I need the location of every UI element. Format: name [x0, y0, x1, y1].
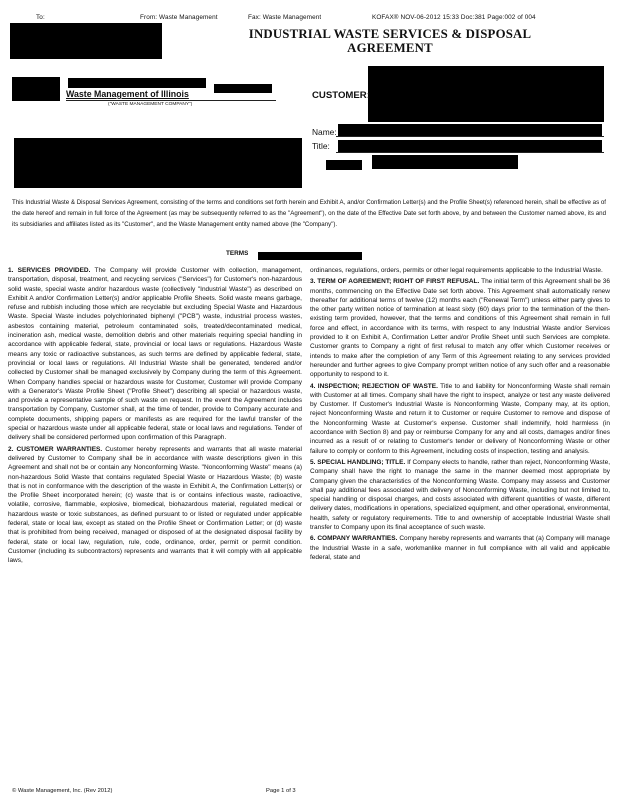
- section-5-special-handling: 5. SPECIAL HANDLING; TITLE. If Company elects to handle, rather than reject, Nonconforming Waste, Company shall have the right to manage the same in the manner deemed most appropriate by Company given the characteristics of the Nonconforming Waste. Company may assess and Customer shall pay additional fees associated with delivery of Nonconforming Waste, including but not limited to, special handling or disposal charges, and costs associated with different quantities of waste, different delivery dates, modifications in operations, specialized equipment, and other operational, environmental, health, safety or regulatory requirements. Title to and ownership of acceptable Industrial Waste shall transfer to Company upon its final acceptance of such waste.: [310, 458, 610, 532]
- intro-paragraph: This Industrial Waste & Disposal Services Agreement, consisting of the terms and conditions set forth herein and Exhibit A, and/or Confirmation Letter(s) and the Profile Sheet(s) referenced herein, shall be effective as of the date hereof and remain in full force of the Agreement (as may be subsequently referred to as the "Agreement"), on the date of the Effective Date set forth above, by and between the Customer named above, its and its subsidiaries and affiliates listed as its "Customer", and the Waste Management entity named above (the "Company").: [12, 199, 606, 228]
- company-subline: ("WASTE MANAGEMENT COMPANY"): [108, 102, 193, 107]
- redaction-block: [258, 252, 362, 260]
- section-2-continued: ordinances, regulations, orders, permits or other legal requirements applicable to the Industrial Waste.: [310, 267, 603, 274]
- footer-page-number: Page 1 of 3: [266, 788, 296, 794]
- document-title-line1: INDUSTRIAL WASTE SERVICES & DISPOSAL: [248, 27, 532, 41]
- redaction-block: [68, 78, 206, 88]
- redaction-block: [372, 155, 518, 169]
- section-1-services-provided: 1. SERVICES PROVIDED. The Company will provide Customer with collection, management, transportation, disposal, treatment, and recycling services ("Services") for Customer's non-hazardous solid waste, special waste and/or hazardous waste (collectively "Industrial Waste") as described on Exhibit A and/or Confirmation Letter(s) and/or applicable Profile Sheets. Solid waste means garbage, refuse and rubbish including those which are recyclable but excluding Special Waste and Hazardous Waste. Special Waste includes polychlorinated biphenyl ("PCB") waste, industrial process wastes, asbestos containing material, petroleum contaminated soils, treated/decontaminated medical, incineration ash, medical waste, demolition debris and other materials requiring special handling in accordance with applicable federal, state, provincial or local laws or regulations. Hazardous Waste means any toxic or radioactive substances, as such terms are defined by applicable federal, state, provincial or local laws or regulations. All Industrial Waste shall be generated, tendered and/or collected by Customer shall be managed exclusively by Company during the term of this Agreement. When Company handles special or hazardous waste for Customer, Customer will provide Company with a Generator's Waste Profile Sheet ("Profile Sheet") describing all special or hazardous waste, and provide a representative sample of such waste on request. In the event the Agreement includes transportation by Company, Customer shall, at the time of tender, provide to Company accurate and complete documents, shipping papers or manifests as are required for the lawful transfer of the special or hazardous waste under all applicable federal, state or local laws and regulations. Tender of delivery shall be considered performed upon confirmation of this Paragraph.: [8, 267, 302, 442]
- redaction-block: [326, 160, 362, 170]
- fax-number: Fax: Waste Management: [248, 14, 322, 21]
- fax-stamp: KOFAX® NOV-06-2012 15:33 Doc:381 Page:002 of 004: [372, 14, 536, 21]
- footer-copyright: © Waste Management, Inc. (Rev 2012): [12, 788, 113, 794]
- redaction-block: [338, 140, 602, 152]
- title-label: Title:: [312, 141, 330, 151]
- left-column: [8, 266, 302, 568]
- section-6-company-warranties: 6. COMPANY WARRANTIES. Company hereby represents and warrants that (a) Company will manage the Industrial Waste in a safe, workmanlike manner in full compliance with all valid and applicable federal, state and: [310, 535, 610, 561]
- fax-to: To:: [36, 14, 45, 21]
- customer-label: CUSTOMER:: [312, 90, 370, 101]
- title-field-line: [336, 152, 604, 153]
- section-2-customer-warranties: 2. CUSTOMER WARRANTIES. Customer hereby represents and warrants that all waste material delivered by Customer to Company shall be in accordance with waste descriptions given in this Agreement and shall not be or contain any Nonconforming Waste. "Nonconforming Waste" means (a) non-hazardous Solid Waste that contains regulated Special Waste or Hazardous Waste; (b) waste that is not in conformance with the description of the waste in Exhibit A, the Confirmation Letter(s) or the Profile Sheet incorporated herein; (c) waste that is or contains infectious waste, radioactive, volatile, corrosive, flammable, explosive, biomedical, biohazardous material, regulated medical or hazardous waste or toxic substances, as defined pursuant to or listed or regulated under applicable federal, state or local law, except as stated on the Profile Sheet or Confirmation Letter; or (d) waste that is prohibited from being received, managed or disposed of at the designated disposal facility by federal, state or local law, regulation, rule, code, ordinance, order, permit or permit condition. Customer (including its subcontractors) represents and warrants that it will comply with all applicable laws,: [8, 445, 302, 565]
- redaction-block: [14, 138, 302, 188]
- name-label: Name:: [312, 127, 337, 137]
- redaction-block: [214, 84, 272, 93]
- redaction-block: [338, 124, 602, 136]
- fax-from: From: Waste Management: [140, 14, 218, 21]
- document-title-line2: AGREEMENT: [347, 41, 433, 55]
- company-name: Waste Management of Illinois: [66, 89, 189, 99]
- redaction-block: [368, 66, 604, 122]
- right-column: [310, 266, 610, 564]
- section-3-term-of-agreement: 3. TERM OF AGREEMENT; RIGHT OF FIRST REFUSAL. The initial term of this Agreement shall be 36 months, commencing on the Effective Date set forth above. This Agreement shall automatically renew thereafter for additional terms of twelve (12) months each ("Renewal Term") unless either party gives to the other party written notice of termination at least sixty (60) days prior to the termination of the then-existing term provided, however, that the terms and conditions of this Agreement shall remain in full force and effect, in accordance with its terms, with respect to any Industrial Waste and/or Services provided to it on Exhibit A, Confirmation Letter and/or Profile Sheet until such Services are complete. Customer grants to Company a right of first refusal to match any offer which Customer receives or intends to make after the completion of any Term of this Agreement relating to any services provided hereunder and further agrees to give Company prompt written notice of any such offer and a reasonable opportunity to respond to it.: [310, 278, 610, 379]
- section-4-inspection-rejection: 4. INSPECTION; REJECTION OF WASTE. Title to and liability for Nonconforming Waste shall remain with Customer at all times. Company shall have the right to inspect, analyze or test any waste delivered by Customer. If Customer's Industrial Waste is Nonconforming Waste, Company may, at its option, reject Nonconforming Waste and return it to Customer or require Customer to remove and dispose of the Nonconforming Waste at Customer's expense. Customer shall indemnify, hold harmless (in accordance with Section 8) and pay or reimburse Company for any and all costs, damages and/or fines incurred as a result of or relating to Customer's tender or delivery of Nonconforming Waste or other failure to comply or conform to this Agreement, including costs of inspection, testing and analysis.: [310, 382, 610, 455]
- redaction-block: [10, 23, 162, 59]
- company-name-underline: [66, 100, 276, 101]
- terms-label: TERMS: [226, 250, 249, 257]
- redaction-block: [12, 77, 60, 101]
- name-field-line: [336, 136, 604, 137]
